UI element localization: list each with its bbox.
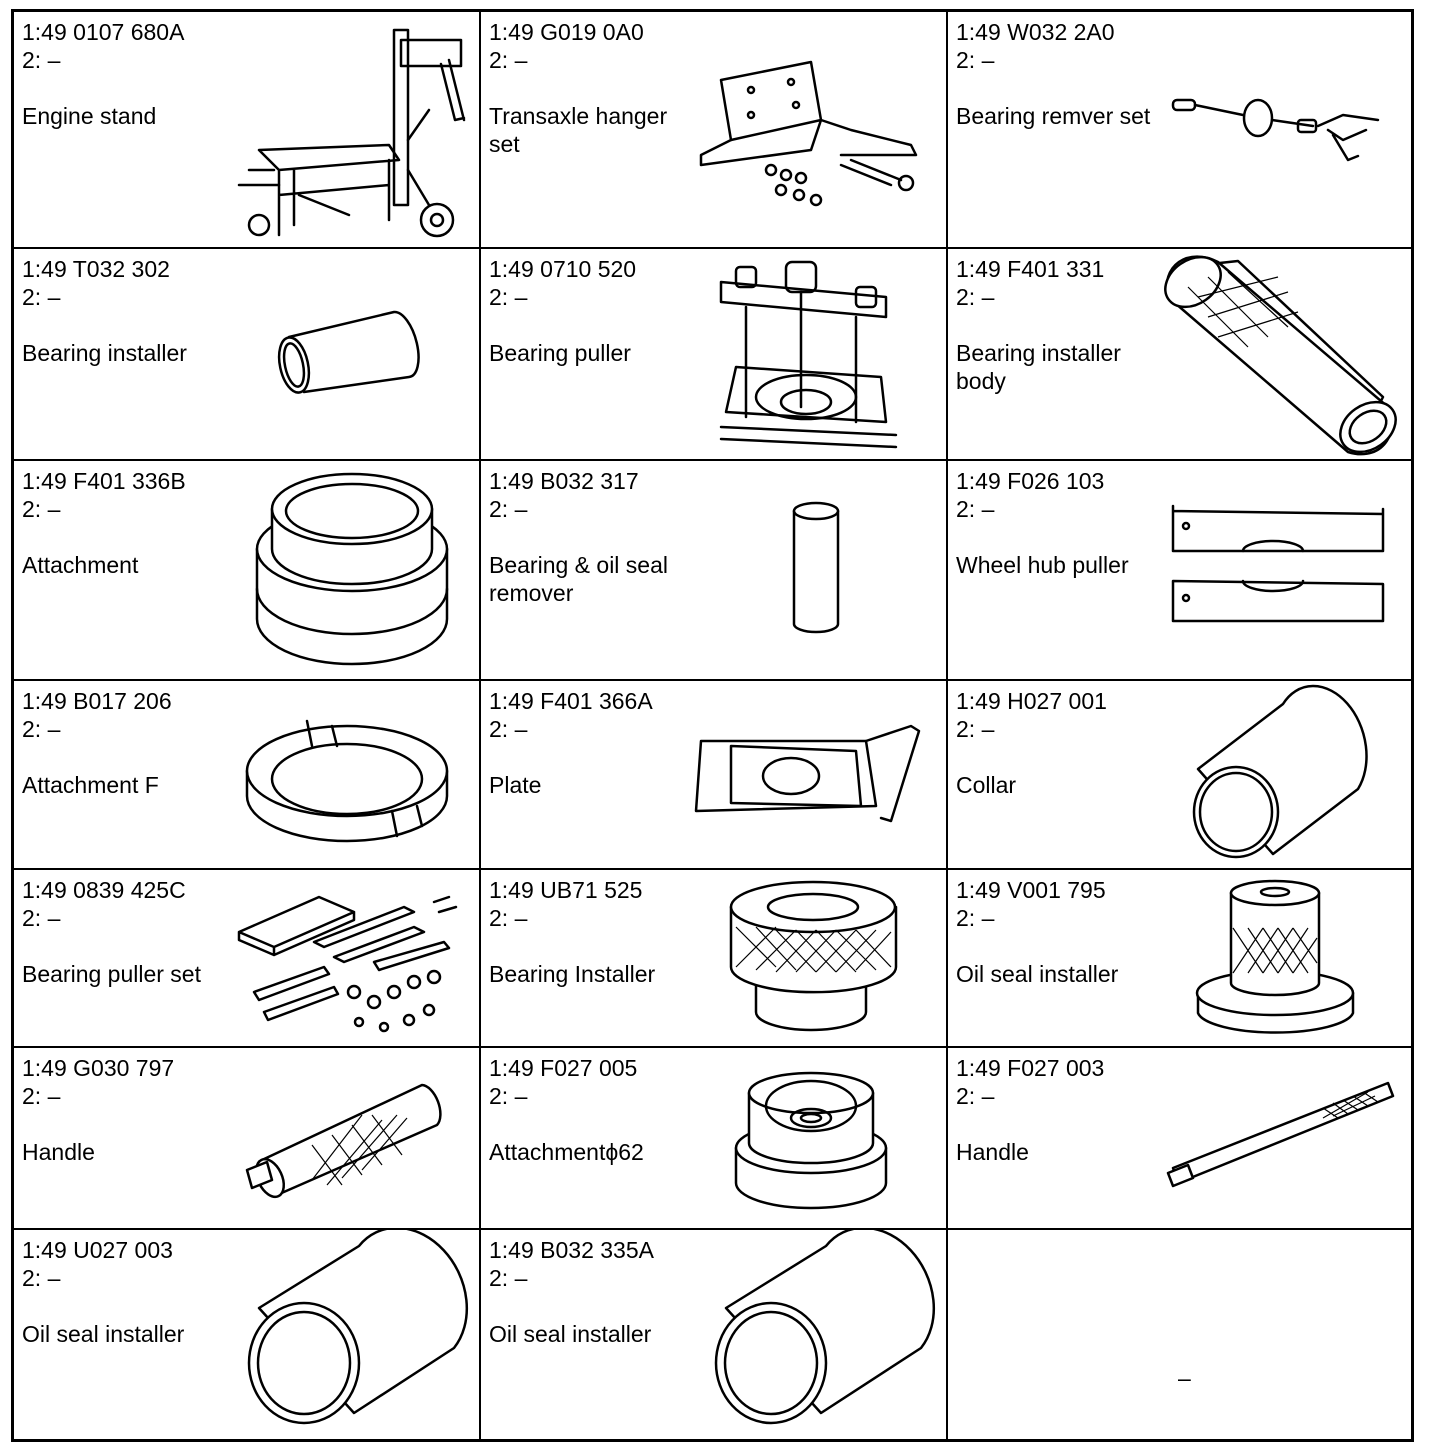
tool-cell xyxy=(948,249,1411,461)
part-number: 1:49 F026 103 xyxy=(956,468,1105,494)
large-sleeve-icon xyxy=(239,1238,464,1433)
tool-name: Plate xyxy=(489,772,542,798)
part-number: 1:49 G019 0A0 xyxy=(489,19,644,45)
tool-name: Attachmentϕ62 xyxy=(489,1139,644,1165)
part-number: 1:49 UB71 525 xyxy=(489,877,643,903)
tool-cell xyxy=(14,870,481,1048)
tool-note: 2: – xyxy=(489,716,528,742)
remover-set-icon xyxy=(1168,90,1388,180)
tool-name: Bearing Installer xyxy=(489,961,656,987)
tool-cell xyxy=(14,461,481,681)
tool-cell xyxy=(481,461,948,681)
part-number: 1:49 U027 003 xyxy=(22,1237,173,1263)
tool-name: Bearing & oil seal remover xyxy=(489,552,668,606)
tool-name: Bearing installer body xyxy=(956,340,1121,394)
tool-cell xyxy=(948,461,1411,681)
tool-note: 2: – xyxy=(489,284,528,310)
empty-tool-cell xyxy=(948,1230,1411,1439)
tool-name: Handle xyxy=(956,1139,1029,1165)
tools-grid xyxy=(14,12,1411,1439)
tool-cell xyxy=(948,870,1411,1048)
tool-note: 2: – xyxy=(489,1265,528,1291)
tool-note: 2: – xyxy=(956,47,995,73)
tool-note: 2: – xyxy=(22,284,61,310)
plate-icon xyxy=(691,721,931,831)
tool-note: 2: – xyxy=(22,1083,61,1109)
tool-note: 2: – xyxy=(22,47,61,73)
tool-name: Oil seal installer xyxy=(22,1321,185,1347)
tool-cell xyxy=(14,1230,481,1439)
empty-placeholder: – xyxy=(1178,1365,1191,1391)
tool-cell xyxy=(481,1048,948,1230)
tool-cell xyxy=(948,12,1411,249)
tool-note: 2: – xyxy=(956,284,995,310)
part-number: 1:49 B032 317 xyxy=(489,468,639,494)
part-number: 1:49 0107 680A xyxy=(22,19,185,45)
split-ring-icon xyxy=(242,701,452,861)
tool-name: Bearing puller set xyxy=(22,961,201,987)
tool-cell xyxy=(481,12,948,249)
tool-note: 2: – xyxy=(956,496,995,522)
part-number: 1:49 F401 331 xyxy=(956,256,1105,282)
rod-icon xyxy=(786,499,846,639)
knurled-installer-icon xyxy=(726,882,901,1037)
knurled-handle-icon xyxy=(242,1070,457,1200)
tool-name: Transaxle hanger set xyxy=(489,103,668,157)
part-number: 1:49 F401 336B xyxy=(22,468,186,494)
bearing-puller-icon xyxy=(716,257,901,452)
tool-name: Attachment F xyxy=(22,772,159,798)
part-number: 1:49 W032 2A0 xyxy=(956,19,1115,45)
hanger-set-icon xyxy=(691,60,931,220)
part-number: 1:49 0839 425C xyxy=(22,877,186,903)
collar-icon xyxy=(1188,689,1368,864)
part-number: 1:49 F027 003 xyxy=(956,1055,1105,1081)
tool-name: Bearing installer xyxy=(22,340,187,366)
tool-note: 2: – xyxy=(22,716,61,742)
part-number: 1:49 F401 366A xyxy=(489,688,653,714)
tool-name: Oil seal installer xyxy=(956,961,1119,987)
special-tools-sheet xyxy=(11,9,1414,1442)
part-number: 1:49 H027 001 xyxy=(956,688,1107,714)
part-number: 1:49 F027 005 xyxy=(489,1055,638,1081)
tool-cell xyxy=(481,681,948,870)
tool-note: 2: – xyxy=(956,1083,995,1109)
part-number: 1:49 V001 795 xyxy=(956,877,1106,903)
tool-name: Wheel hub puller xyxy=(956,552,1129,578)
tool-note: 2: – xyxy=(956,716,995,742)
oil-seal-installer-icon xyxy=(1193,878,1358,1036)
tool-cell xyxy=(14,12,481,249)
tool-note: 2: – xyxy=(489,1083,528,1109)
part-number: 1:49 G030 797 xyxy=(22,1055,175,1081)
tool-name: Engine stand xyxy=(22,103,157,129)
puller-kit-icon xyxy=(234,882,464,1042)
part-number: 1:49 B017 206 xyxy=(22,688,172,714)
tool-note: 2: – xyxy=(22,905,61,931)
part-number: 1:49 0710 520 xyxy=(489,256,637,282)
tool-note: 2: – xyxy=(489,496,528,522)
engine-stand-icon xyxy=(219,20,459,245)
part-number: 1:49 B032 335A xyxy=(489,1237,654,1263)
tool-name: Handle xyxy=(22,1139,95,1165)
long-handle-icon xyxy=(1163,1078,1398,1193)
tool-name: Collar xyxy=(956,772,1017,798)
tool-note: 2: – xyxy=(22,1265,61,1291)
stepped-attachment-icon xyxy=(252,469,452,669)
tool-cell xyxy=(481,1230,948,1439)
tool-name: Oil seal installer xyxy=(489,1321,652,1347)
attachment-62-icon xyxy=(731,1058,891,1223)
part-number: 1:49 T032 302 xyxy=(22,256,170,282)
tool-cell xyxy=(14,681,481,870)
tool-name: Bearing puller xyxy=(489,340,631,366)
tool-name: Bearing remver set xyxy=(956,103,1151,129)
large-sleeve-icon xyxy=(706,1238,931,1433)
tool-cell xyxy=(14,249,481,461)
tool-cell xyxy=(14,1048,481,1230)
tool-note: 2: – xyxy=(956,905,995,931)
small-sleeve-icon xyxy=(269,307,419,397)
tool-cell xyxy=(948,1048,1411,1230)
installer-body-icon xyxy=(1158,257,1398,452)
tool-note: 2: – xyxy=(489,905,528,931)
tool-note: 2: – xyxy=(22,496,61,522)
tool-cell xyxy=(481,249,948,461)
tool-note: 2: – xyxy=(489,47,528,73)
tool-cell xyxy=(948,681,1411,870)
hub-puller-plates-icon xyxy=(1168,506,1393,636)
tool-cell xyxy=(481,870,948,1048)
tool-name: Attachment xyxy=(22,552,139,578)
